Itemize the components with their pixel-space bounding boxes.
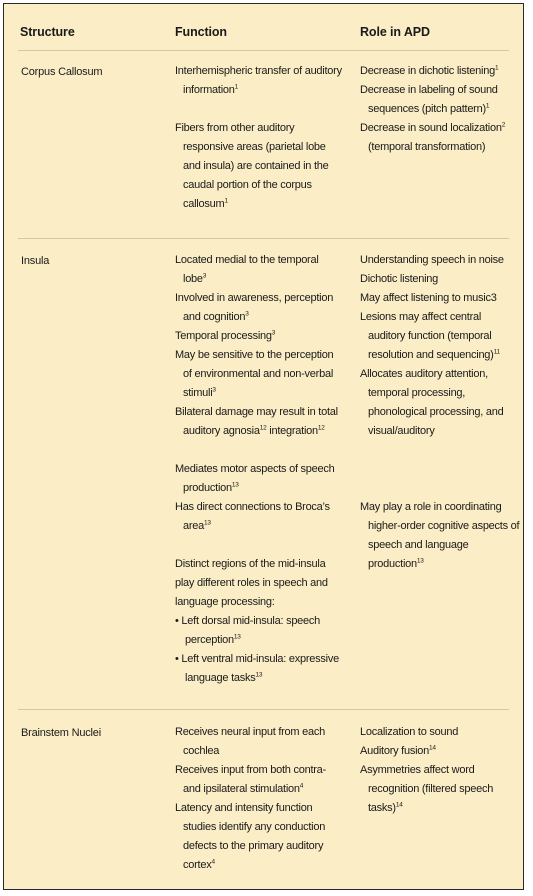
- cell-entry: Dichotic listening: [360, 273, 439, 285]
- bullet-item: • Left dorsal mid-insula: speech perception$^{13}$: [175, 615, 321, 646]
- cell-entry: May play a role in coordinating higher-order cognitive aspects of speech and language production$^{13}$: [360, 501, 520, 570]
- cell-entry: Latency and intensity function studies identify any conduction defects to the primary auditory cortex$^4$: [175, 802, 326, 871]
- row-structure-corpus-callosum: Corpus Callosum: [21, 66, 103, 78]
- cell-entry: Allocates auditory attention, temporal processing, phonological processing, and visual/auditory: [360, 368, 504, 437]
- row-structure-brainstem: Brainstem Nuclei: [21, 727, 101, 739]
- row-role-brainstem: [360, 723, 520, 818]
- table-panel: [3, 3, 524, 890]
- cell-entry: Located medial to the temporal lobe$^3$: [175, 254, 319, 285]
- header-rule: [18, 50, 509, 51]
- cell-entry: Localization to sound: [360, 726, 459, 738]
- row-function-brainstem: [175, 723, 343, 875]
- spacer: [175, 536, 343, 555]
- row-function-corpus-callosum: [175, 62, 343, 214]
- row-function-insula: [175, 251, 343, 688]
- cell-entry: Has direct connections to Broca’s area$^{13}$: [175, 501, 330, 532]
- cell-entry: Bilateral damage may result in total auditory agnosia$^{12}$ integration$^{12}$: [175, 406, 338, 437]
- header-structure: Structure: [20, 25, 75, 39]
- cell-entry: Asymmetries affect word recognition (filtered speech tasks)$^{14}$: [360, 764, 494, 814]
- bullet-item: • Left ventral mid-insula: expressive language tasks$^{13}$: [175, 653, 339, 684]
- cell-entry: Receives neural input from each cochlea: [175, 726, 325, 757]
- spacer: [360, 460, 520, 479]
- cell-entry: Involved in awareness, perception and cognition$^3$: [175, 292, 334, 323]
- cell-entry: May be sensitive to the perception of environmental and non-verbal stimuli$^3$: [175, 349, 334, 399]
- header-role: Role in APD: [360, 25, 430, 39]
- spacer: [175, 100, 343, 119]
- spacer: [360, 441, 520, 460]
- cell-entry: Decrease in dichotic listening$^1$: [360, 64, 499, 77]
- row-rule: [18, 238, 509, 239]
- cell-entry: Interhemispheric transfer of auditory information$^1$: [175, 65, 342, 96]
- cell-entry: Decrease in sound localization$^2$ (temporal transformation): [360, 121, 506, 153]
- cell-entry: Decrease in labeling of sound sequences (pitch pattern)$^1$: [360, 84, 498, 115]
- cell-entry: Auditory fusion$^{14}$: [360, 744, 436, 757]
- spacer: [175, 441, 343, 460]
- row-structure-insula: Insula: [21, 255, 50, 267]
- row-rule: [18, 709, 509, 710]
- row-role-corpus-callosum: [360, 62, 520, 157]
- header-function: Function: [175, 25, 227, 39]
- cell-entry: Receives input from both contra- and ipsilateral stimulation$^4$: [175, 764, 326, 795]
- cell-entry: Temporal processing$^3$: [175, 329, 276, 342]
- cell-entry: Fibers from other auditory responsive areas (parietal lobe and insula) are contained in the caudal portion of the corpus callosum$^1$: [175, 122, 329, 210]
- row-role-insula: [360, 251, 520, 574]
- cell-entry: Understanding speech in noise: [360, 254, 504, 266]
- spacer: [360, 479, 520, 498]
- cell-entry: Lesions may affect central auditory function (temporal resolution and sequencing)$^{11}$: [360, 311, 500, 361]
- cell-entry: Distinct regions of the mid-insula play different roles in speech and language processing:: [175, 558, 328, 608]
- cell-entry: May affect listening to music3: [360, 292, 497, 304]
- cell-entry: Mediates motor aspects of speech production$^{13}$: [175, 463, 335, 494]
